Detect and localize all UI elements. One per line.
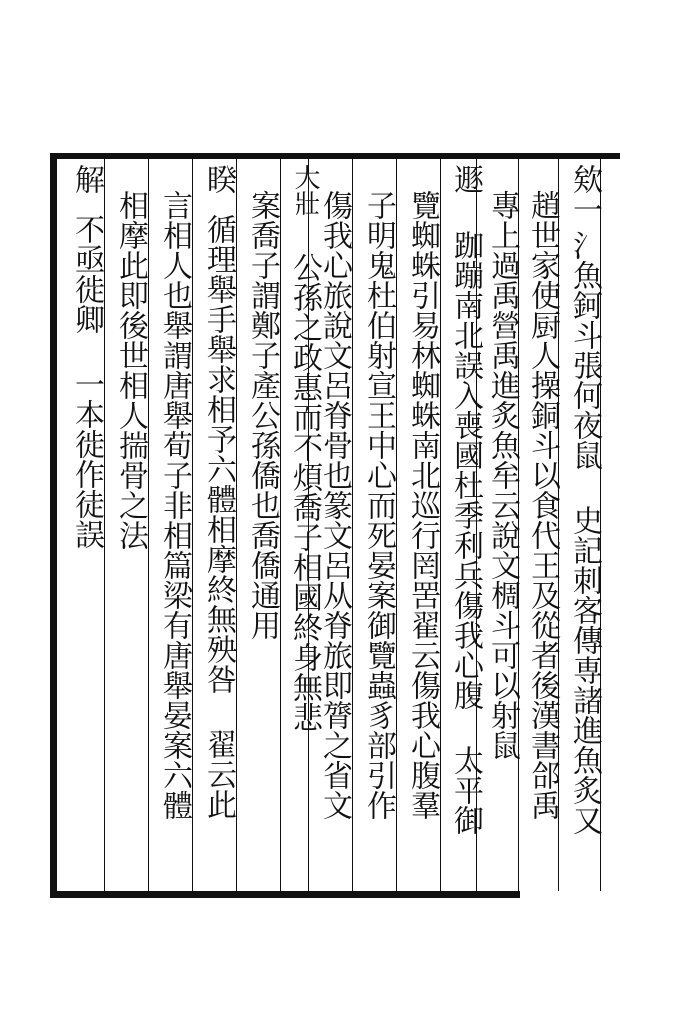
text-column-3: 專上過禹營禹進炙魚牟云說文椆斗可以射鼠 — [485, 190, 520, 760]
text-column-9: 案喬子謂鄭子產公孫僑也喬僑通用 — [245, 190, 280, 640]
column-head-label: 欸一 — [567, 164, 602, 224]
text-column-13: 不亟徙卿 一本徙作徒誤 — [69, 214, 104, 549]
text-column-4: 跏蹦南北誤入喪國杜季利兵傷我心腹 太平御 — [448, 230, 483, 835]
text-column-10: 循理舉手舉求相予六體相摩終無殃咎 翟云此 — [201, 214, 236, 819]
text-column-5: 覽蜘蛛引易林蜘蛛南北巡行罔罟翟云傷我心腹羣 — [405, 190, 440, 820]
column-rule — [352, 159, 353, 891]
text-column-13-head: 解 — [69, 164, 104, 194]
text-column-8-head: 大壯 — [290, 164, 320, 216]
text-column-6: 子明鬼杜伯射宣王中心而死晏案御覽蟲豸部引作 — [361, 190, 396, 820]
text-column-10-head: 睽 — [201, 164, 236, 194]
text-column-1-body: 氵魚鈳斗張何夜鼠 史記刺客傳専諸進魚炙又 — [567, 230, 602, 835]
frame-bottom-border — [50, 891, 520, 898]
column-rule — [280, 159, 281, 891]
frame-left-border — [50, 153, 57, 898]
text-column-7: 傷我心旅說文呂脊骨也篆文呂从脊旅即膂之省文 — [317, 190, 352, 820]
text-column-2: 趙世家使厨人操銅斗以食代王及從者後漢書郃禹 — [525, 190, 560, 820]
text-column-11: 言相人也舉謂唐舉荀子非相篇梁有唐舉晏案六體 — [157, 190, 192, 820]
text-column-12: 相摩此即後世相人揣骨之法 — [113, 190, 148, 550]
text-column-8: 公孫之政惠而不煩喬子相國終身無悲 — [287, 252, 322, 732]
column-rule — [192, 159, 193, 891]
column-rule — [148, 159, 149, 891]
text-column-1 — [562, 164, 602, 224]
column-rule — [236, 159, 237, 891]
column-rule — [104, 159, 105, 891]
text-column-4-head: 遯 — [448, 164, 483, 194]
frame-top-border — [50, 153, 620, 159]
column-rule — [440, 159, 441, 891]
column-rule — [396, 159, 397, 891]
